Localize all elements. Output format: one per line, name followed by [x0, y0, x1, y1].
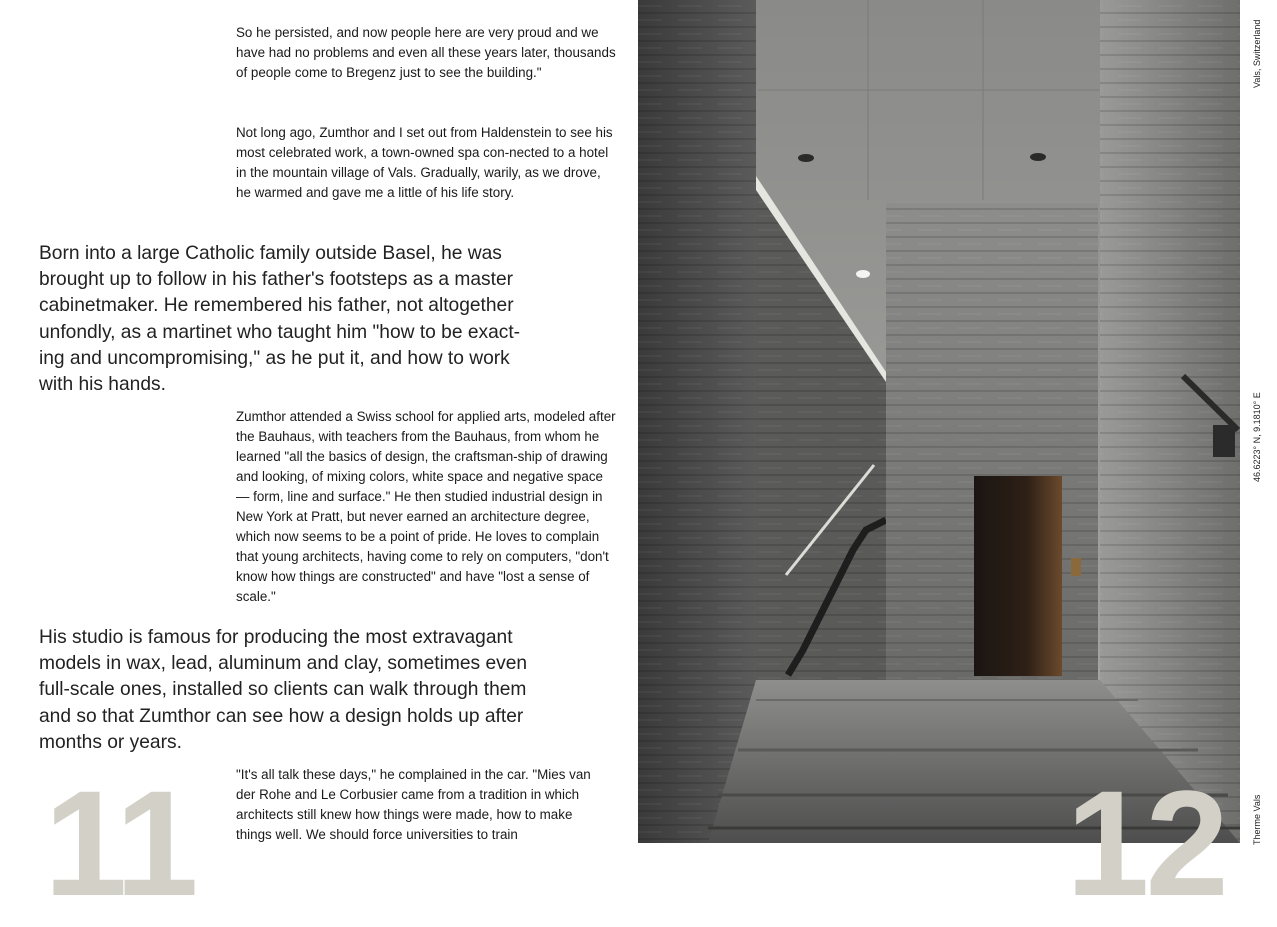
- page-number-left: 11: [44, 759, 195, 927]
- caption-location: Vals, Switzerland: [1252, 19, 1262, 88]
- photo-therme-vals: [638, 0, 1240, 843]
- body-paragraph-4: "It's all talk these days," he complained in the car. "Mies van der Rohe and Le Corbusier came from a tradition in which architects still knew how things were made, how to make things well. We should force universities to train: [236, 767, 591, 842]
- body-paragraph-1: So he persisted, and now people here are very proud and we have had no problems and even all these years later, thousands of people come to Bregenz just to see the building.": [236, 25, 616, 80]
- pull-quote-2: His studio is famous for producing the most extravagant models in wax, lead, aluminum and clay, sometimes even full-scale ones, installed so clients can walk through them and so that Zumthor can see how a design holds up after months or years.: [39, 627, 528, 753]
- body-paragraph-3: Zumthor attended a Swiss school for applied arts, modeled after the Bauhaus, with teachers from the Bauhaus, from whom he learned "all the basics of design, the craftsman-ship of drawing and looking, of mixing colors, white space and negative space — form, line and surface." He then studied industrial design in New York at Pratt, but never earned an architecture degree, which now seems to be a point of pride. He loves to complain that young architects, having come to rely on computers, "don't know how things are constructed" and have "lost a sense of scale.": [236, 409, 616, 604]
- page-number-right: 12: [1066, 759, 1225, 927]
- caption-title: Therme Vals: [1252, 794, 1262, 845]
- caption-coordinates: 46.6223° N, 9.1810° E: [1252, 392, 1262, 482]
- pull-quote-1: Born into a large Catholic family outside Basel, he was brought up to follow in his father's footsteps as a master cabinetmaker. He remembered his father, not altogether unfondly, as a martinet who taught him "how to be exact-ing and uncompromising," as he put it, and how to work with his hands.: [39, 243, 521, 396]
- body-paragraph-2: Not long ago, Zumthor and I set out from Haldenstein to see his most celebrated work, a town-owned spa con-nected to a hotel in the mountain village of Vals. Gradually, warily, as we drove, he warmed and gave me a little of his life story.: [236, 125, 613, 200]
